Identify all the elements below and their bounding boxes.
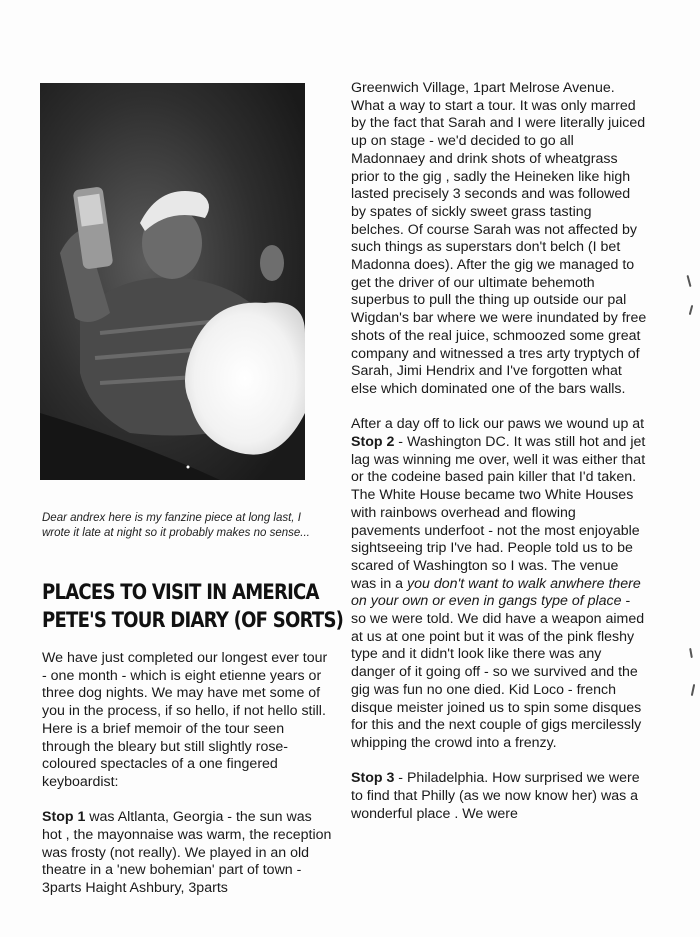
stop-1-paragraph xyxy=(42,809,334,898)
stop-2-paragraph xyxy=(351,416,647,752)
photo-image xyxy=(40,83,305,480)
stop-2-italic: you don't want to walk anwhere there on your own or even in gangs type of place xyxy=(351,575,641,610)
intro-paragraph: We have just completed our longest ever tour - one month - which is eight etienne years or three dog nights. We may have met some of you in the process, if so hello, if not hello still. Here is a brief memoir of the tour seen through the bleary but still slightly rose-coloured spectacles of a one fingered keyboardist: xyxy=(42,650,328,790)
stop-1-continued-paragraph: Greenwich Village, 1part Melrose Avenue. What a way to start a tour. It was only marred by the fact that Sarah and I were literally juiced up on stage - we'd decided to go all Madonnaey and drink shots of wheatgrass prior to the gig , sadly the Heineken like high lasted precisely 3 seconds and was followed by spates of sickly sweet grass tasting belches. Of course Sarah was not affected by such things as superstars don't belch (I bet Madonna does). After the gig we managed to get the driver of our ultimate behemoth superbus to pull the thing up outside our pal Wigdan's bar where we were inundated by free shots of the real juice, schmoozed some great company and witnessed a tres arty tryptych of Sarah, Jimi Hendrix and I've forgotten what else which dominated one of the bars walls. xyxy=(351,80,647,397)
stop-2-intro: After a day off to lick our paws we wound up at xyxy=(351,416,645,433)
scan-mark xyxy=(691,684,695,696)
article-headline xyxy=(42,578,344,634)
photo-caption: Dear andrex here is my fanzine piece at long last, I wrote it late at night so it probably makes no sense... xyxy=(42,512,310,539)
stop-2-text-b: - so we were told. We did have a weapon aimed at us at one point but it was of the pink fleshy type and it didn't look like there was any danger of it going off - so we survived and the gig was fun no one died. Kid Loco - french disque meister joined us to spin some disques for this and the next couple of gigs mercilessly whipping the crowd into a frenzy. xyxy=(351,593,645,751)
stop-2-text-a: - Washington DC. It was still hot and jet lag was winning me over, well it was either that or the codeine based pain killer that I'd taken. The White House became two White Houses with rainbows overhead and flowing pavements underfoot - not the most enjoyable sightseeing trip I've had. People told us to be scared of Washington so I was. The venue was in a xyxy=(351,434,646,592)
stop-3-text: - Philadelphia. How surprised we were to find that Philly (as we now know her) was a wonderful place . We were xyxy=(351,770,640,822)
scan-mark xyxy=(689,648,693,658)
stop-3-paragraph xyxy=(351,770,647,823)
stop-1-label: Stop 1 xyxy=(42,809,86,826)
scan-mark xyxy=(686,275,691,287)
stop-2-label: Stop 2 xyxy=(351,434,395,451)
scan-mark xyxy=(689,305,694,315)
stop-3-label: Stop 3 xyxy=(351,770,395,787)
headline-line-2: PETE'S TOUR DIARY (OF SORTS) xyxy=(42,608,344,632)
article-column-right xyxy=(351,80,647,824)
stop-1-text: was Altlanta, Georgia - the sun was hot , the mayonnaise was warm, the reception was frosty (not really). We played in an old theatre in a 'new bohemian' part of town - 3parts Haight Ashbury, 3parts xyxy=(42,809,332,897)
headline-line-1: PLACES TO VISIT IN AMERICA xyxy=(42,580,319,604)
photo-person-with-beer-can xyxy=(40,83,305,480)
article-column-left xyxy=(42,650,334,898)
